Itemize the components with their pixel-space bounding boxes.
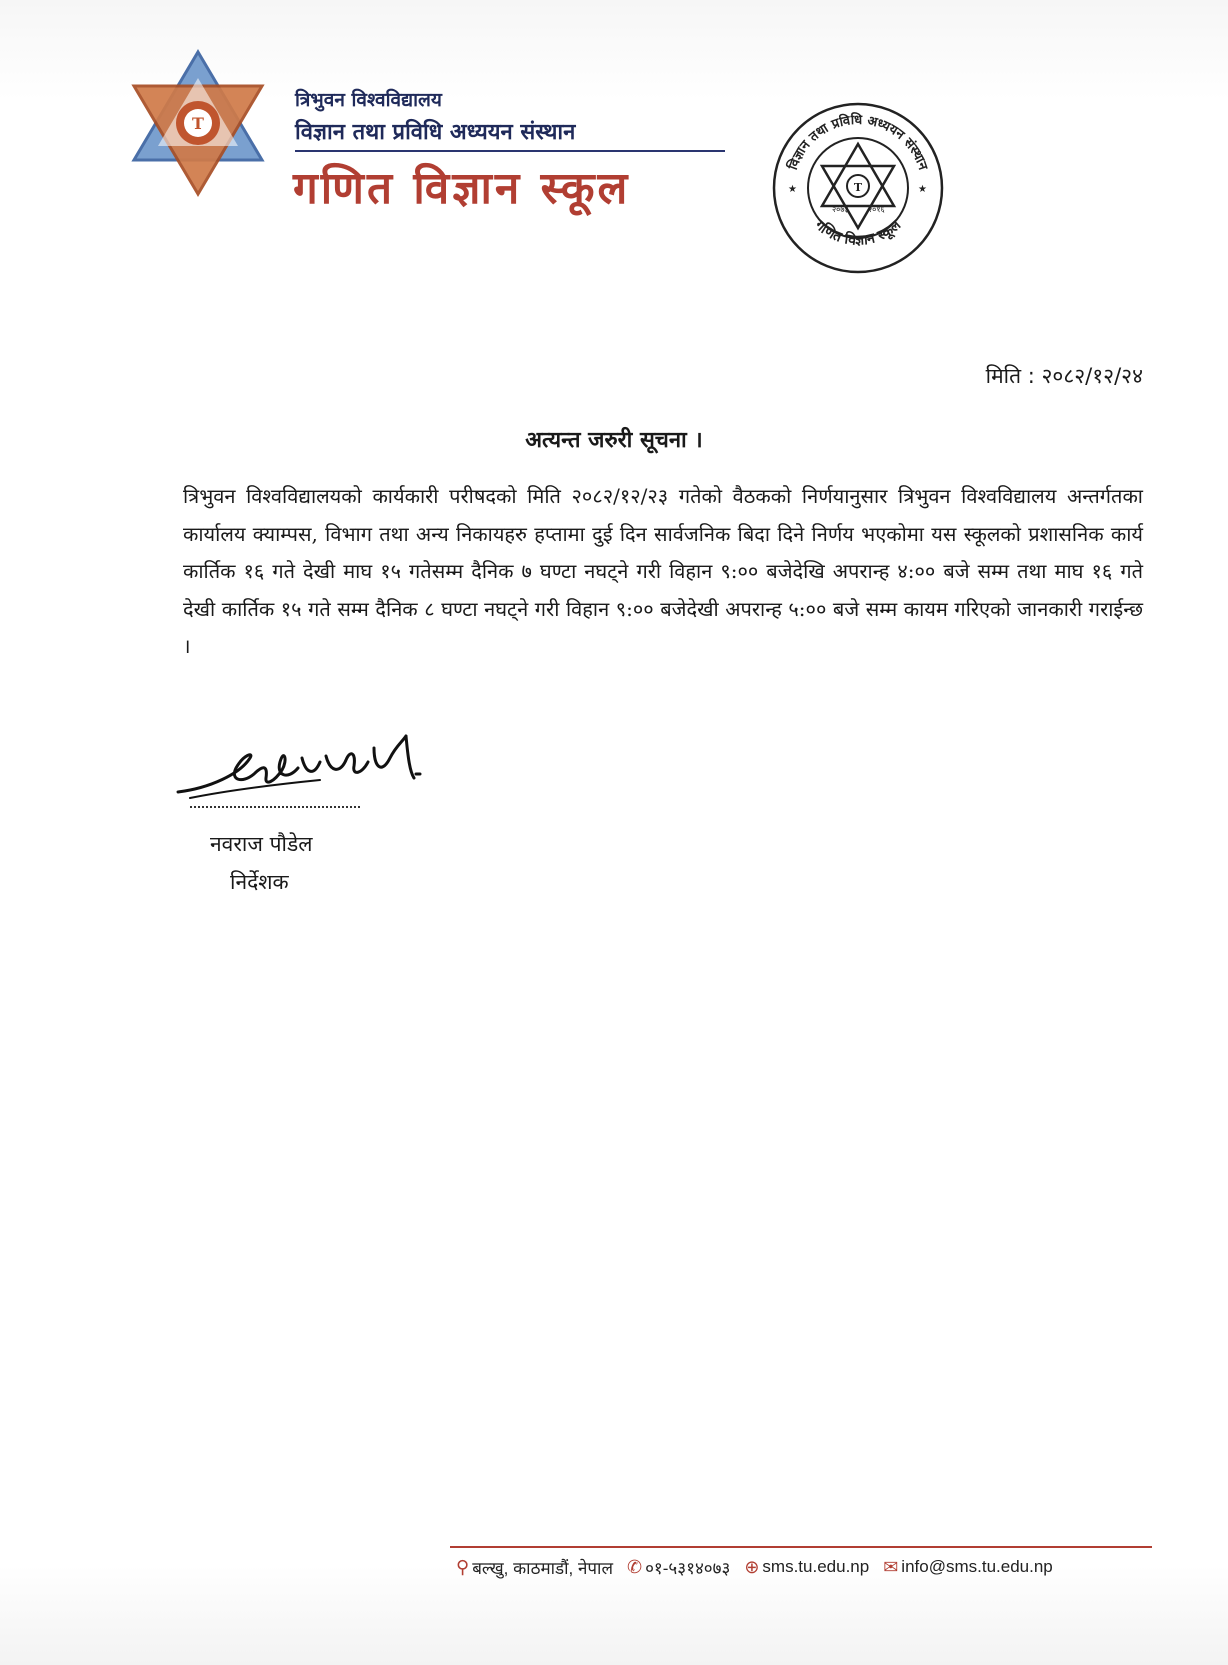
email-link[interactable]: info@sms.tu.edu.np [901, 1557, 1053, 1576]
svg-text:गणित विज्ञान स्कूल [811, 217, 904, 249]
address-text: बल्खु, काठमाडौं, नेपाल [472, 1558, 613, 1578]
globe-icon: ⊕ [744, 1556, 760, 1577]
institute-name: विज्ञान तथा प्रविधि अध्ययन संस्थान [295, 120, 576, 145]
notice-date: मिति : २०८२/१२/२४ [985, 364, 1143, 388]
notice-title: अत्यन्त जरुरी सूचना । [525, 428, 703, 453]
svg-text:★: ★ [918, 184, 927, 195]
tu-logo-icon [128, 48, 268, 198]
svg-text:T: T [192, 114, 204, 133]
signature-line [190, 806, 360, 808]
footer-email[interactable] [883, 1557, 1053, 1578]
phone-icon: ✆ [627, 1556, 643, 1577]
mail-icon: ✉ [883, 1556, 899, 1577]
school-name: गणित विज्ञान स्कूल [293, 163, 631, 214]
signer-title: निर्देशक [230, 870, 289, 894]
signer-name: नवराज पौडेल [210, 832, 313, 856]
seal-year-left: २०७३ [832, 205, 849, 214]
phone-text: ०१-५३१४०७३ [645, 1558, 731, 1578]
seal-year-right: २०१६ [868, 205, 885, 214]
university-name: त्रिभुवन विश्वविद्यालय [295, 89, 442, 111]
footer-address [456, 1556, 613, 1579]
footer-website[interactable] [744, 1557, 869, 1578]
svg-text:★: ★ [788, 184, 797, 195]
signature-icon [170, 718, 460, 818]
school-seal-icon [770, 100, 946, 276]
notice-body: त्रिभुवन विश्वविद्यालयको कार्यकारी परीषदको मिति २०८२/१२/२३ गतेको वैठकको निर्णयानुसार त्रिभुवन विश्वविद्यालय अन्तर्गतका कार्यालय क्याम्पस, विभाग तथा अन्य निकायहरु हप्तामा दुई दिन सार्वजनिक बिदा दिने निर्णय भएकोमा यस स्कूलको प्रशासनिक कार्य कार्तिक १६ गते देखी माघ १५ गतेसम्म दैनिक ७ घण्टा नघट्ने गरी विहान ९:०० बजेदेखि अपरान्ह ४:०० बजे सम्म तथा माघ १६ गते देखी कार्तिक १५ गते सम्म दैनिक ८ घण्टा नघट्ने गरी विहान ९:०० बजेदेखी अपरान्ह ५:०० बजे सम्म कायम गरिएको जानकारी गराईन्छ । [183, 484, 1143, 658]
footer-phone [627, 1556, 730, 1579]
website-link[interactable]: sms.tu.edu.np [762, 1557, 870, 1576]
seal-top-text: विज्ञान तथा प्रविधि अध्ययन संस्थान [785, 112, 931, 173]
footer-contact [456, 1553, 1156, 1581]
header-divider [295, 150, 725, 152]
seal-bottom-text: गणित विज्ञान स्कूल [811, 217, 905, 249]
location-icon: ⚲ [456, 1556, 470, 1577]
svg-text:T: T [853, 181, 863, 194]
footer-divider [450, 1546, 1152, 1548]
